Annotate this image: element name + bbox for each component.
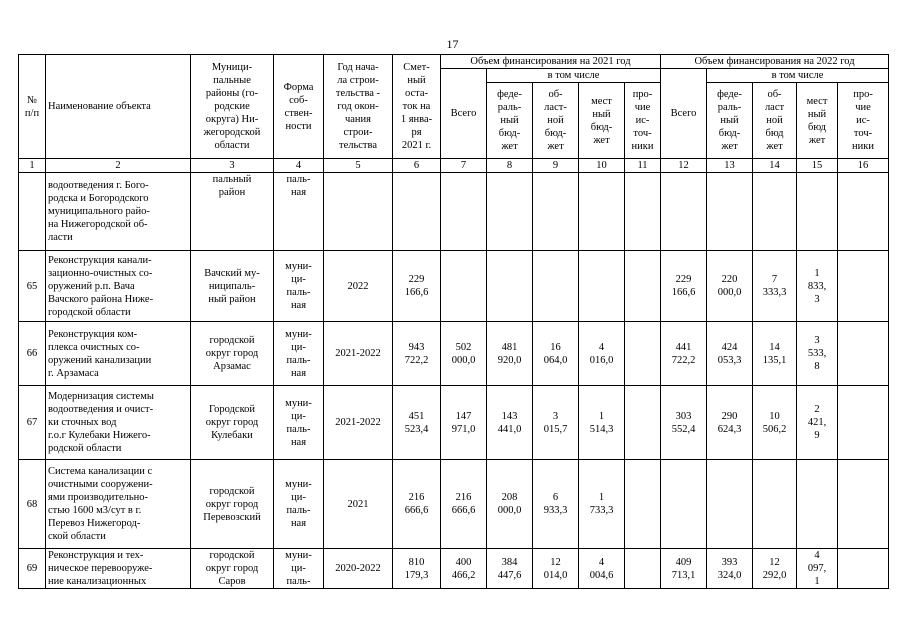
header-local-2021: мест ный бюд- жет	[579, 83, 625, 159]
column-number: 7	[441, 159, 487, 173]
construction-years-cell: 2021-2022	[324, 322, 393, 386]
row-number-cell: 67	[19, 386, 46, 460]
other-2022-cell	[838, 251, 889, 322]
federal-2022-cell: 424 053,3	[707, 322, 753, 386]
regional-2022-cell	[753, 173, 797, 251]
federal-2022-cell	[707, 460, 753, 549]
estimated-balance-cell: 810 179,3	[393, 549, 441, 589]
header-object-name: Наименование объекта	[46, 55, 191, 159]
estimated-balance-cell: 229 166,6	[393, 251, 441, 322]
local-2021-cell	[579, 173, 625, 251]
header-federal-2021: феде- раль- ный бюд- жет	[487, 83, 533, 159]
header-years: Год нача- ла строи- тельства - год окон- чания строи- тельства	[324, 55, 393, 159]
column-number: 8	[487, 159, 533, 173]
column-number: 2	[46, 159, 191, 173]
column-number: 13	[707, 159, 753, 173]
federal-2021-cell: 208 000,0	[487, 460, 533, 549]
other-2022-cell	[838, 322, 889, 386]
row-number-cell: 68	[19, 460, 46, 549]
local-2022-cell	[797, 460, 838, 549]
other-2022-cell	[838, 173, 889, 251]
table-row	[19, 173, 889, 251]
estimated-balance-cell: 216 666,6	[393, 460, 441, 549]
local-2022-cell: 1 833, 3	[797, 251, 838, 322]
total-2021-cell: 147 971,0	[441, 386, 487, 460]
column-number: 16	[838, 159, 889, 173]
ownership-cell: муни- ци- паль- ная	[274, 386, 324, 460]
federal-2022-cell: 220 000,0	[707, 251, 753, 322]
total-2022-cell	[661, 460, 707, 549]
header-balance: Смет- ный оста- ток на 1 янва- ря 2021 г.	[393, 55, 441, 159]
local-2021-cell: 4 016,0	[579, 322, 625, 386]
table-row	[19, 460, 889, 549]
header-funding-2022: Объем финансирования на 2022 год	[661, 55, 889, 69]
local-2022-cell	[797, 173, 838, 251]
federal-2022-cell: 290 624,3	[707, 386, 753, 460]
total-2022-cell: 409 713,1	[661, 549, 707, 589]
table-row	[19, 251, 889, 322]
row-number-cell: 65	[19, 251, 46, 322]
local-2022-cell: 4 097, 1	[797, 549, 838, 589]
federal-2021-cell	[487, 251, 533, 322]
estimated-balance-cell: 943 722,2	[393, 322, 441, 386]
row-number-cell: 66	[19, 322, 46, 386]
total-2021-cell	[441, 173, 487, 251]
header-total-2021: Всего	[441, 69, 487, 159]
header-regional-2022: об- ласт ной бюд жет	[753, 83, 797, 159]
header-other-2022: про- чие ис- точ- ники	[838, 83, 889, 159]
ownership-cell: муни- ци- паль- ная	[274, 322, 324, 386]
regional-2022-cell: 7 333,3	[753, 251, 797, 322]
construction-years-cell: 2021	[324, 460, 393, 549]
total-2022-cell: 229 166,6	[661, 251, 707, 322]
total-2021-cell	[441, 251, 487, 322]
table-row	[19, 322, 889, 386]
local-2022-cell: 2 421, 9	[797, 386, 838, 460]
district-cell: Городской округ город Кулебаки	[191, 386, 274, 460]
regional-2021-cell: 6 933,3	[533, 460, 579, 549]
object-name-cell: Реконструкция ком- плекса очистных со- оружений канализации г. Арзамаса	[46, 322, 191, 386]
object-name-cell: Реконструкция канали- зационно-очистных со- оружений р.п. Вача Вачского района Ниже- городской области	[46, 251, 191, 322]
financing-table	[18, 54, 889, 589]
total-2022-cell: 441 722,2	[661, 322, 707, 386]
federal-2021-cell: 384 447,6	[487, 549, 533, 589]
column-number: 9	[533, 159, 579, 173]
object-name-cell: Система канализации с очистными сооружени- ями производительно- стью 1600 м3/сут в г. Перевоз Нижегород- ской области	[46, 460, 191, 549]
header-including-2022: в том числе	[707, 69, 889, 83]
other-2021-cell	[625, 251, 661, 322]
object-name-cell: водоотведения г. Бого- родска и Богородского муниципального райо- на Нижегородской об- ласти	[46, 173, 191, 251]
column-number: 12	[661, 159, 707, 173]
row-number-cell: 69	[19, 549, 46, 589]
column-number: 11	[625, 159, 661, 173]
total-2022-cell: 303 552,4	[661, 386, 707, 460]
other-2021-cell	[625, 549, 661, 589]
regional-2022-cell: 10 506,2	[753, 386, 797, 460]
regional-2021-cell: 12 014,0	[533, 549, 579, 589]
local-2021-cell	[579, 251, 625, 322]
federal-2022-cell	[707, 173, 753, 251]
total-2022-cell	[661, 173, 707, 251]
column-number: 4	[274, 159, 324, 173]
federal-2021-cell: 481 920,0	[487, 322, 533, 386]
federal-2021-cell	[487, 173, 533, 251]
ownership-cell: муни- ци- паль-	[274, 549, 324, 589]
header-regional-2021: об- ласт- ной бюд- жет	[533, 83, 579, 159]
district-cell: городской округ город Саров	[191, 549, 274, 589]
column-number: 14	[753, 159, 797, 173]
column-number: 6	[393, 159, 441, 173]
construction-years-cell	[324, 173, 393, 251]
regional-2022-cell: 14 135,1	[753, 322, 797, 386]
object-name-cell: Модернизация системы водоотведения и очист- ки сточных вод г.о.г Кулебаки Нижего- родской области	[46, 386, 191, 460]
header-including-2021: в том числе	[487, 69, 661, 83]
other-2021-cell	[625, 386, 661, 460]
district-cell: городской округ город Арзамас	[191, 322, 274, 386]
other-2021-cell	[625, 322, 661, 386]
local-2021-cell: 1 733,3	[579, 460, 625, 549]
district-cell: Вачский му- ниципаль- ный район	[191, 251, 274, 322]
district-cell: пальный район	[191, 173, 274, 251]
other-2022-cell	[838, 386, 889, 460]
construction-years-cell: 2021-2022	[324, 386, 393, 460]
column-number: 5	[324, 159, 393, 173]
regional-2021-cell	[533, 251, 579, 322]
page-number: 17	[446, 37, 459, 51]
district-cell: городской округ город Перевозский	[191, 460, 274, 549]
column-number: 3	[191, 159, 274, 173]
total-2021-cell: 400 466,2	[441, 549, 487, 589]
regional-2022-cell: 12 292,0	[753, 549, 797, 589]
regional-2021-cell	[533, 173, 579, 251]
header-no: № п/п	[19, 55, 46, 159]
total-2021-cell: 502 000,0	[441, 322, 487, 386]
header-other-2021: про- чие ис- точ- ники	[625, 83, 661, 159]
header-total-2022: Всего	[661, 69, 707, 159]
local-2021-cell: 4 004,6	[579, 549, 625, 589]
header-local-2022: мест ный бюд жет	[797, 83, 838, 159]
other-2022-cell	[838, 460, 889, 549]
regional-2021-cell: 3 015,7	[533, 386, 579, 460]
column-number: 10	[579, 159, 625, 173]
column-number: 15	[797, 159, 838, 173]
other-2022-cell	[838, 549, 889, 589]
regional-2021-cell: 16 064,0	[533, 322, 579, 386]
construction-years-cell: 2022	[324, 251, 393, 322]
header-funding-2021: Объем финансирования на 2021 год	[441, 55, 661, 69]
local-2022-cell: 3 533, 8	[797, 322, 838, 386]
total-2021-cell: 216 666,6	[441, 460, 487, 549]
estimated-balance-cell: 451 523,4	[393, 386, 441, 460]
other-2021-cell	[625, 173, 661, 251]
ownership-cell: паль- ная	[274, 173, 324, 251]
table-row	[19, 386, 889, 460]
construction-years-cell: 2020-2022	[324, 549, 393, 589]
federal-2021-cell: 143 441,0	[487, 386, 533, 460]
table-row	[19, 549, 889, 589]
estimated-balance-cell	[393, 173, 441, 251]
row-number-cell	[19, 173, 46, 251]
header-ownership: Форма соб- ствен- ности	[274, 55, 324, 159]
object-name-cell: Реконструкция и тех- ническое перевооруже- ние канализационных	[46, 549, 191, 589]
other-2021-cell	[625, 460, 661, 549]
column-number: 1	[19, 159, 46, 173]
regional-2022-cell	[753, 460, 797, 549]
ownership-cell: муни- ци- паль- ная	[274, 251, 324, 322]
column-number-row	[19, 159, 889, 173]
header-district: Муници- пальные районы (го- родские округа) Ни- жегородской области	[191, 55, 274, 159]
ownership-cell: муни- ци- паль- ная	[274, 460, 324, 549]
local-2021-cell: 1 514,3	[579, 386, 625, 460]
header-federal-2022: феде- раль- ный бюд- жет	[707, 83, 753, 159]
federal-2022-cell: 393 324,0	[707, 549, 753, 589]
